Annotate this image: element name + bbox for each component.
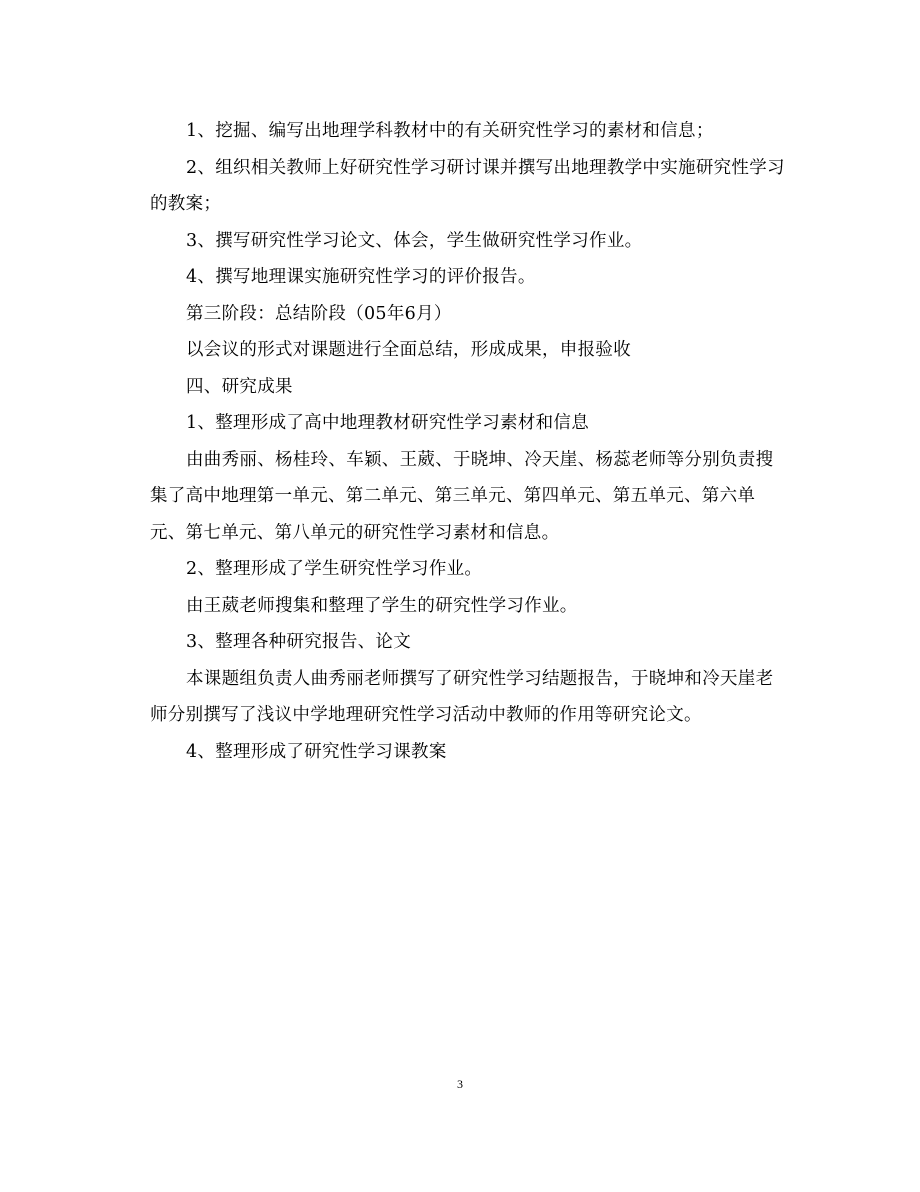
- paragraph: 3、撰写研究性学习论文、体会，学生做研究性学习作业。: [186, 230, 643, 251]
- section-heading: 第三阶段：总结阶段（05年6月）: [186, 303, 452, 324]
- paragraph: 2、组织相关教师上好研究性学习研讨课并撰写出地理教学中实施研究性学习的教案；: [150, 157, 785, 214]
- paragraph: 4、整理形成了研究性学习课教案: [186, 741, 447, 762]
- page-number: 3: [457, 1077, 463, 1091]
- paragraph: 以会议的形式对课题进行全面总结，形成成果，申报验收: [186, 340, 631, 360]
- section-heading: 四、研究成果: [186, 376, 293, 397]
- paragraph: 由王葳老师搜集和整理了学生的研究性学习作业。: [186, 595, 578, 616]
- paragraph: 由曲秀丽、杨桂玲、车颖、王葳、于晓坤、冷天崖、杨蕊老师等分别负责搜集了高中地理第一单元、第二单元、第三单元、第四单元、第五单元、第六单元、第七单元、第八单元的研究性学习素材和信息。: [150, 449, 774, 543]
- paragraph: 2、整理形成了学生研究性学习作业。: [186, 559, 483, 579]
- document-body: [150, 113, 790, 770]
- paragraph: 3、整理各种研究报告、论文: [186, 632, 412, 652]
- paragraph: 本课题组负责人曲秀丽老师撰写了研究性学习结题报告，于晓坤和冷天崖老师分别撰写了浅议中学地理研究性学习活动中教师的作用等研究论文。: [150, 668, 774, 725]
- paragraph: 1、整理形成了高中地理教材研究性学习素材和信息: [186, 413, 590, 433]
- paragraph: 1、挖掘、编写出地理学科教材中的有关研究性学习的素材和信息；: [186, 121, 714, 141]
- paragraph: 4、撰写地理课实施研究性学习的评价报告。: [186, 267, 536, 287]
